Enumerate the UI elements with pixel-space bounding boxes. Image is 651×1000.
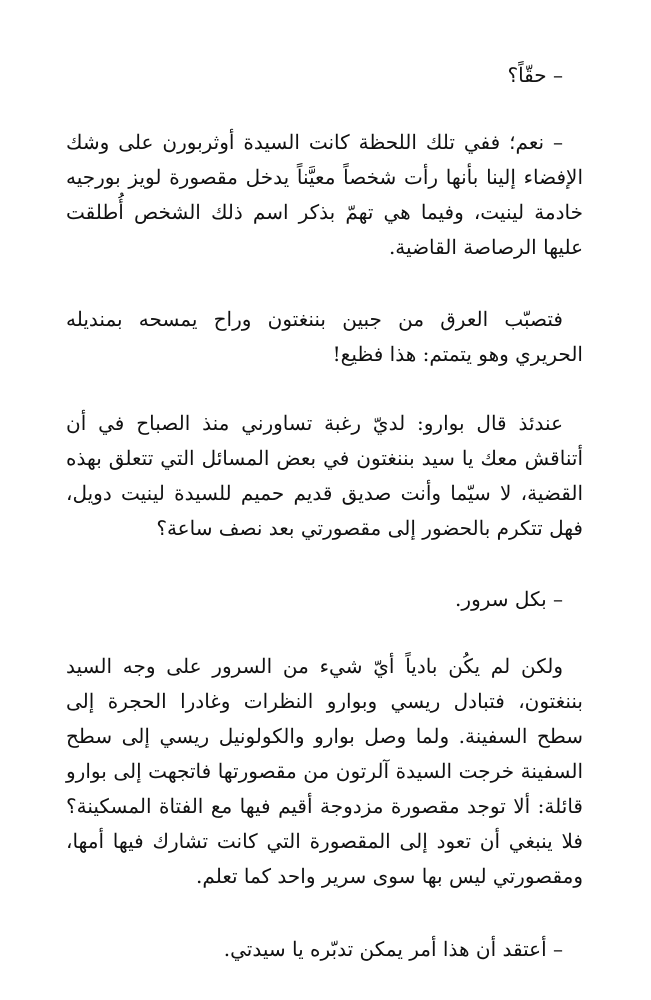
paragraph-pennington-sweat: فتصبّب العرق من جبين بننغتون وراح يمسحه بمنديله الحريري وهو يتمتم: هذا فظيع! xyxy=(66,307,583,366)
paragraph-poirot-request: عندئذ قال بوارو: لديّ رغبة تساورني منذ الصباح في أن أتناقش معك يا سيد بننغتون في بعض المسائل التي تتعلق بهذه القضية، لا سيّما وأنت صديق قديم حميم للسيدة لينيت دويل، فهل تتكرم بالحضور إلى مقصورتي بعد نصف ساعة؟ xyxy=(66,411,583,540)
paragraph-allerton-request: ولكن لم يكُن بادياً أيّ شيء من السرور على وجه السيد بننغتون، فتبادل ريسي وبوارو النظرات وغادرا الحجرة إلى سطح السفينة. ولما وصل بوارو والكولونيل ريسي إلى سطح السفينة خرجت السيدة آلرتون من مقصورتها فاتجهت إلى بوارو قائلة: ألا توجد مقصورة مزدوجة أقيم فيها مع الفتاة المسكينة؟ فلا ينبغي أن تعود إلى المقصورة التي كانت تشارك فيها أمها، ومقصورتي ليس بها سوى سرير واحد كما تعلم. xyxy=(66,654,583,888)
paragraph-otterbourne-shot: – نعم؛ ففي تلك اللحظة كانت السيدة أوثربورن على وشك الإفضاء إلينا بأنها رأت شخصاً معيَّناً يدخل مقصورة لويز بورجيه خادمة لينيت، وفيما هي تهمّ بذكر اسم ذلك الشخص أُطلقت عليها الرصاصة القاضية. xyxy=(66,130,583,259)
dialog-line-with-pleasure: – بكل سرور. xyxy=(455,587,563,611)
dialog-line-can-be-arranged: – أعتقد أن هذا أمر يمكن تدبّره يا سيدتي. xyxy=(223,937,563,961)
dialog-line-really: – حقّاً؟ xyxy=(507,63,563,87)
